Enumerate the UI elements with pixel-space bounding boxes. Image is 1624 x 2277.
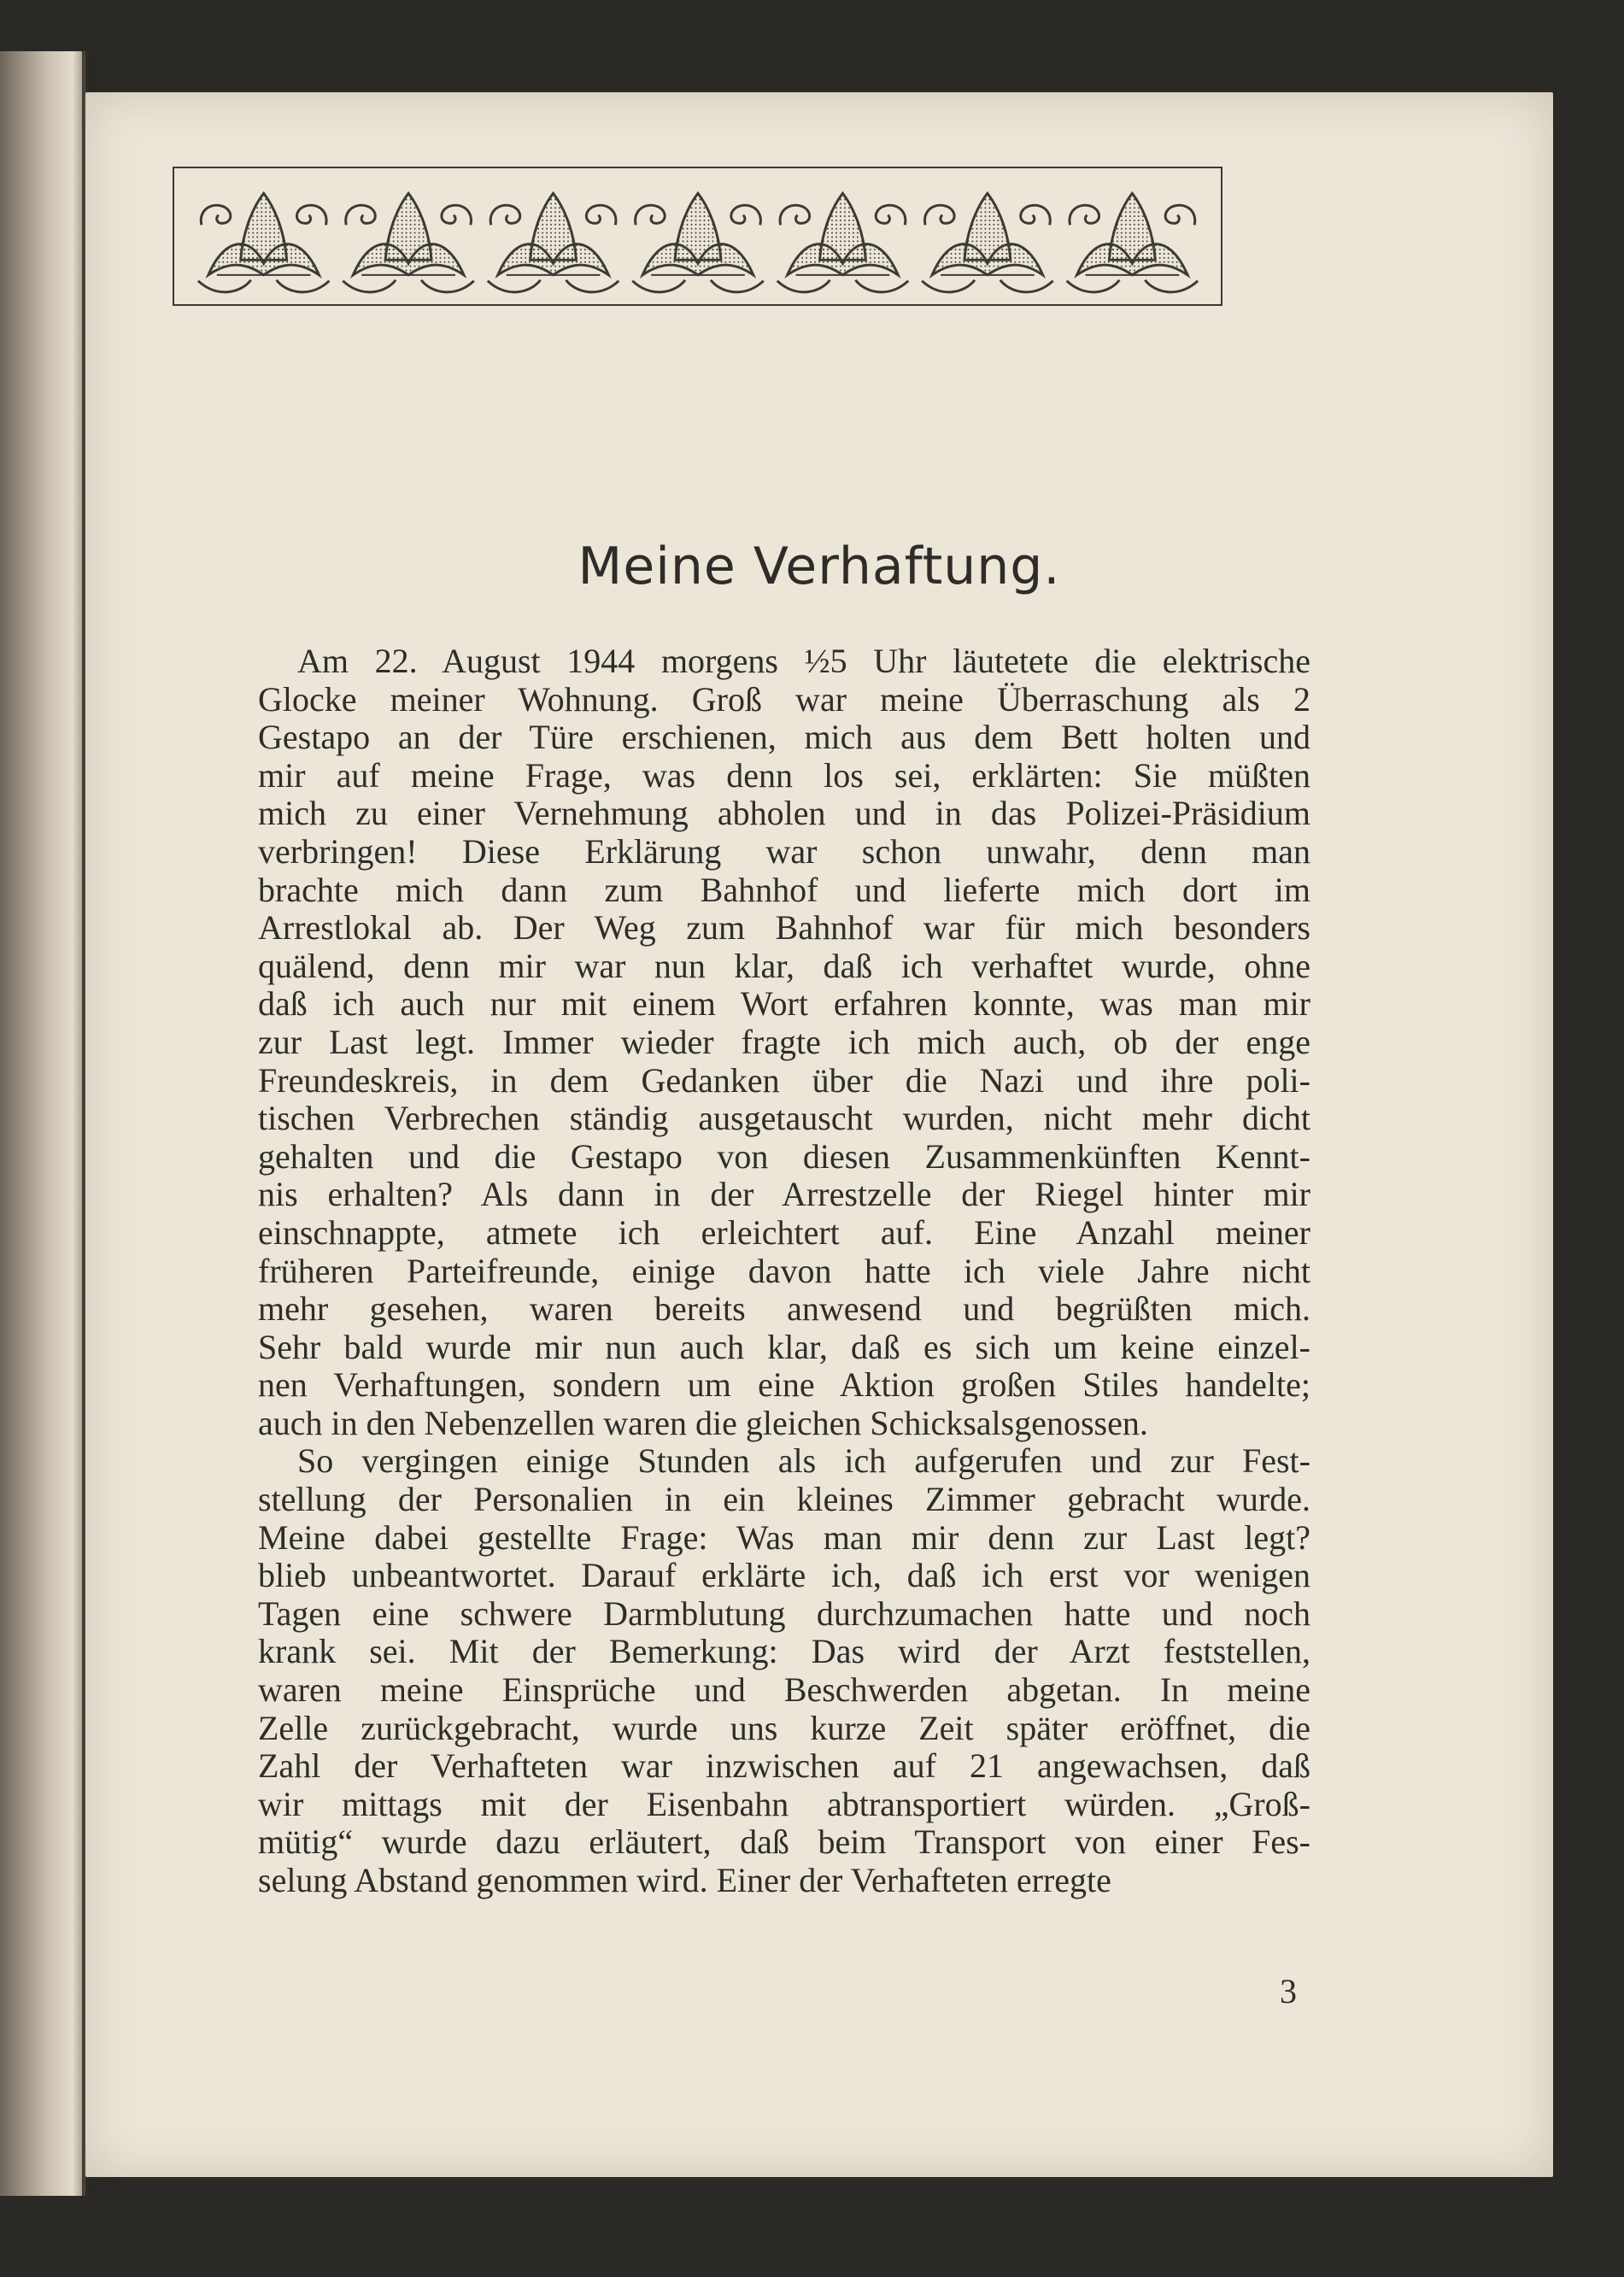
text-line: waren meine Einsprüche und Beschwerden abgetan. In meine: [258, 1670, 1310, 1710]
text-line: gehalten und die Gestapo von diesen Zusammenkünften Kennt-: [258, 1136, 1310, 1176]
text-line: blieb unbeantwortet. Darauf erklärte ich, daß ich erst vor wenigen: [258, 1556, 1310, 1595]
text-line: auch in den Nebenzellen waren die gleichen Schicksalsgenossen.: [258, 1403, 1148, 1442]
text-line: mich zu einer Vernehmung abholen und in das Polizei-Präsidium: [258, 794, 1310, 833]
text-line: mütig“ wurde dazu erläutert, daß beim Transport von einer Fes-: [258, 1822, 1310, 1862]
text-line: Glocke meiner Wohnung. Groß war meine Überraschung als 2: [258, 679, 1310, 719]
text-line: selung Abstand genommen wird. Einer der Verhafteten erregte: [258, 1861, 1111, 1899]
text-line: Gestapo an der Türe erschienen, mich aus dem Bett holten und: [258, 718, 1310, 757]
text-line: mehr gesehen, waren bereits anwesend und begrüßten mich.: [258, 1289, 1310, 1329]
text-line: brachte mich dann zum Bahnhof und lieferte mich dort im: [258, 870, 1310, 909]
text-line: Zelle zurückgebracht, wurde uns kurze Zeit später eröffnet, die: [258, 1708, 1310, 1747]
text-line: daß ich auch nur mit einem Wort erfahren konnte, was man mir: [258, 984, 1310, 1024]
text-line: verbringen! Diese Erklärung war schon unwahr, denn man: [258, 831, 1310, 871]
text-line: Sehr bald wurde mir nun auch klar, daß es sich um keine einzel-: [258, 1327, 1310, 1366]
text-line: quälend, denn mir war nun klar, daß ich verhaftet wurde, ohne: [258, 946, 1310, 985]
text-line: stellung der Personalien in ein kleines Zimmer gebracht wurde.: [258, 1480, 1310, 1519]
text-line: wir mittags mit der Eisenbahn abtransportiert würden. „Groß-: [258, 1784, 1310, 1823]
text-line: früheren Parteifreunde, einige davon hatte ich viele Jahre nicht: [258, 1251, 1310, 1290]
text-line: Am 22. August 1944 morgens ½5 Uhr läutetete die elektrische: [297, 642, 1310, 680]
chapter-title: Meine Verhaftung.: [577, 537, 1061, 596]
text-line: Arrestlokal ab. Der Weg zum Bahnhof war für mich besonders: [258, 908, 1310, 948]
text-line: Meine dabei gestellte Frage: Was man mir denn zur Last legt?: [258, 1517, 1310, 1557]
text-line: nis erhalten? Als dann in der Arrestzelle der Riegel hinter mir: [258, 1175, 1310, 1214]
text-line: Freundeskreis, in dem Gedanken über die Nazi und ihre poli-: [258, 1060, 1310, 1100]
text-line: mir auf meine Frage, was denn los sei, erklärten: Sie müßten: [258, 755, 1310, 795]
text-line: krank sei. Mit der Bemerkung: Das wird der Arzt feststellen,: [258, 1632, 1310, 1671]
text-line: Tagen eine schwere Darmblutung durchzumachen hatte und noch: [258, 1593, 1310, 1633]
text-line: einschnappte, atmete ich erleichtert auf. Eine Anzahl meiner: [258, 1212, 1310, 1252]
text-line: So vergingen einige Stunden als ich aufgerufen und zur Fest-: [297, 1441, 1310, 1481]
text-line: Zahl der Verhafteten war inzwischen auf 21 angewachsen, daß: [258, 1746, 1310, 1786]
text-line: zur Last legt. Immer wieder fragte ich mich auch, ob der enge: [258, 1022, 1310, 1061]
lotus-border-ornament-icon: [173, 167, 1222, 306]
text-line: tischen Verbrechen ständig ausgetauscht wurden, nicht mehr dicht: [258, 1099, 1310, 1138]
body-text: [258, 643, 1310, 1900]
facing-page-edge: [0, 51, 88, 2196]
page-number: 3: [1280, 1972, 1297, 2010]
text-line: nen Verhaftungen, sondern um eine Aktion großen Stiles handelte;: [258, 1365, 1310, 1405]
